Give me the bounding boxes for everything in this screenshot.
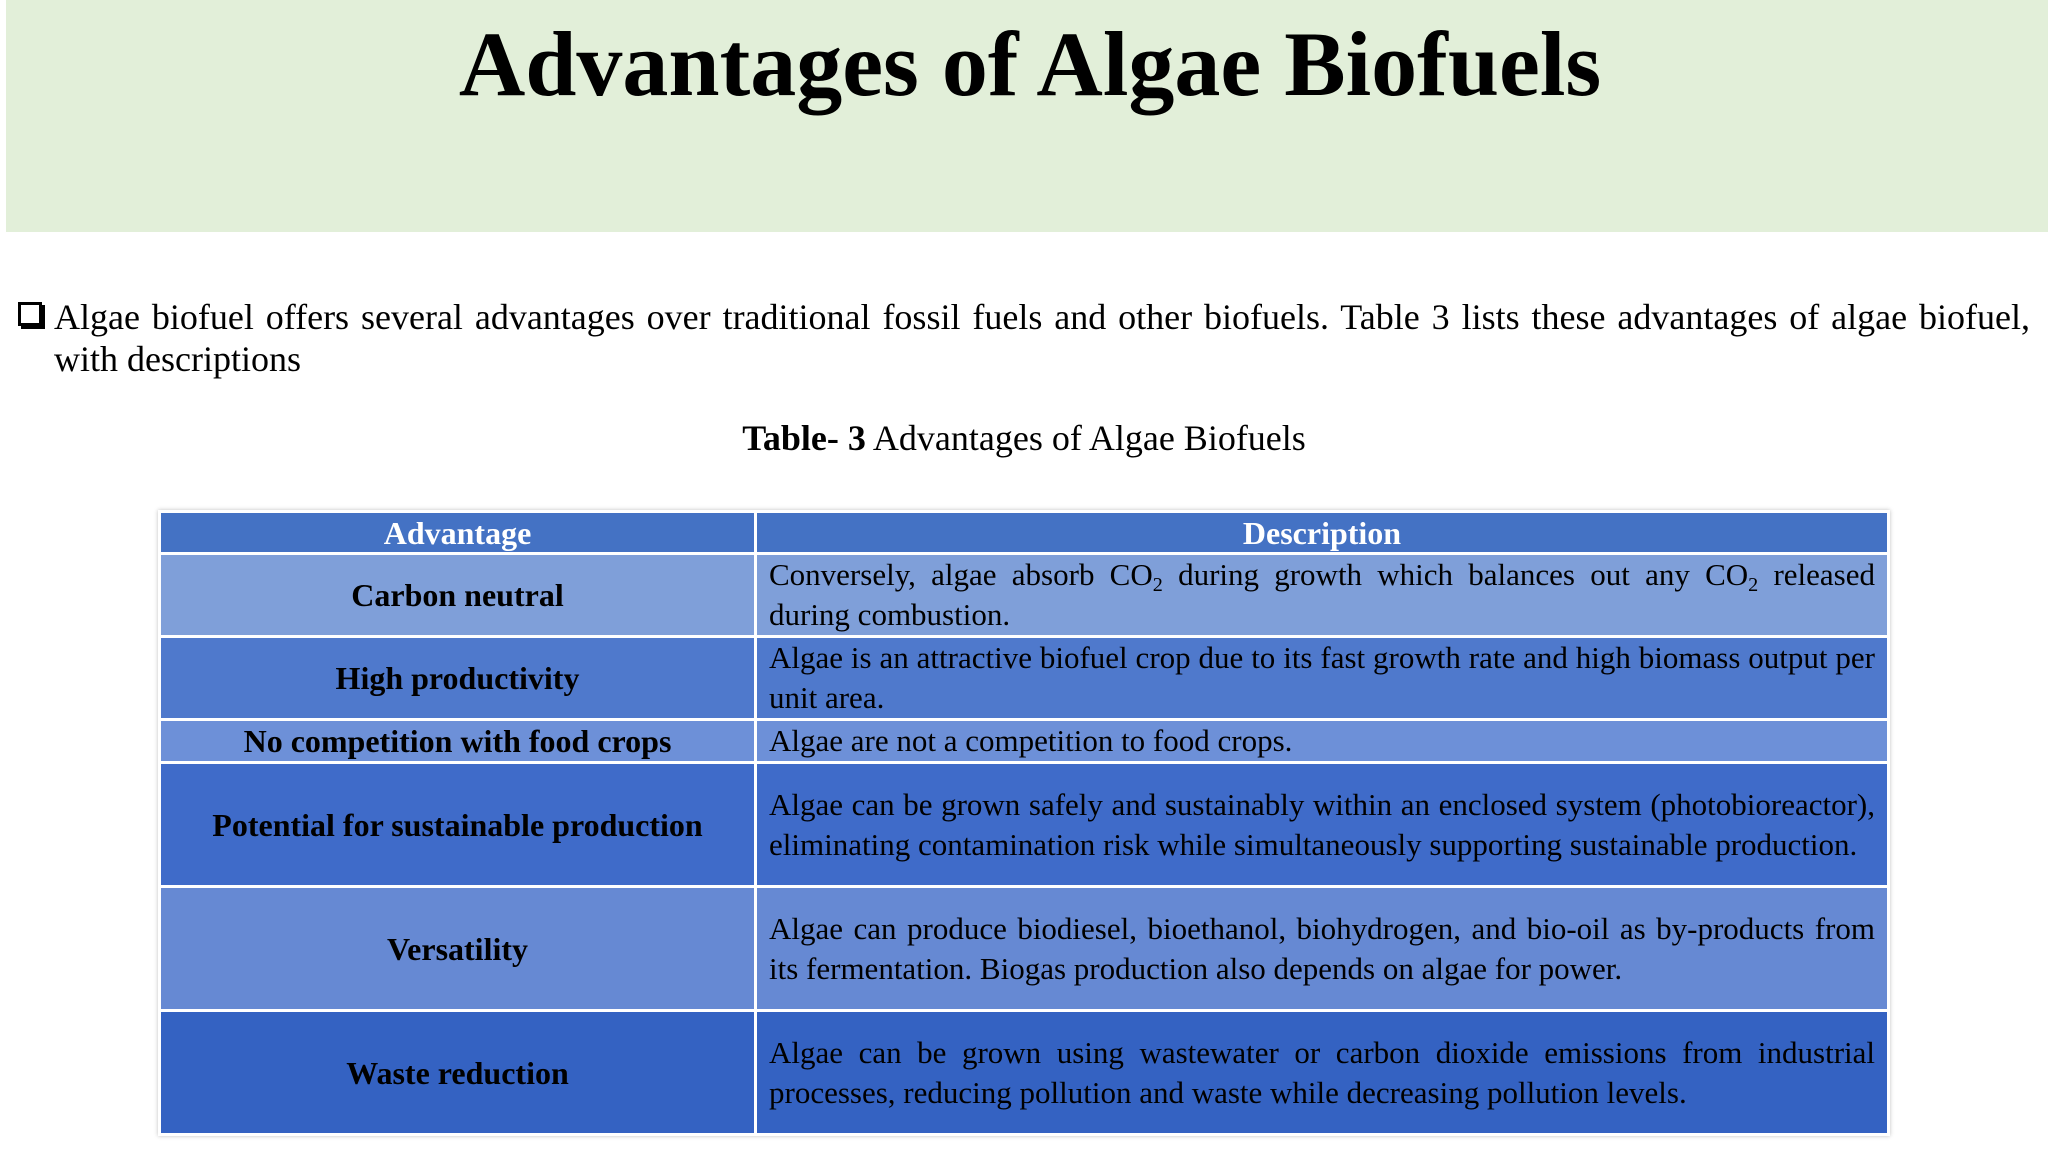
subscript: 2 bbox=[1748, 574, 1759, 597]
advantages-table bbox=[158, 510, 1890, 1136]
column-header-advantage: Advantage bbox=[160, 512, 756, 554]
table-header-row bbox=[160, 512, 1889, 554]
column-header-description: Description bbox=[756, 512, 1889, 554]
description-cell: Algae are not a competition to food crops. bbox=[756, 720, 1889, 763]
table-caption-label: Table- 3 bbox=[742, 418, 866, 458]
description-cell: Algae is an attractive biofuel crop due to its fast growth rate and high biomass output per unit area. bbox=[756, 637, 1889, 720]
description-cell: Algae can be grown safely and sustainably within an enclosed system (photobioreactor), eliminating contamination risk while simultaneously supporting sustainable production. bbox=[756, 763, 1889, 887]
advantage-cell: Carbon neutral bbox=[160, 554, 756, 637]
checkbox-bullet-icon bbox=[18, 302, 42, 326]
subscript: 2 bbox=[1152, 574, 1163, 597]
description-cell: Algae can produce biodiesel, bioethanol, biohydrogen, and bio-oil as by-products from its fermentation. Biogas production also depends on algae for power. bbox=[756, 887, 1889, 1011]
intro-paragraph bbox=[18, 296, 2030, 380]
description-text: released during combustion. bbox=[769, 557, 1875, 632]
table-row bbox=[160, 763, 1889, 887]
description-cell bbox=[756, 554, 1889, 637]
description-cell: Algae can be grown using wastewater or carbon dioxide emissions from industrial processes, reducing pollution and waste while decreasing pollution levels. bbox=[756, 1011, 1889, 1135]
advantage-cell: Potential for sustainable production bbox=[160, 763, 756, 887]
slide-title: Advantages of Algae Biofuels bbox=[458, 13, 1602, 115]
advantage-cell: Waste reduction bbox=[160, 1011, 756, 1135]
table-caption bbox=[0, 416, 2048, 460]
intro-text: Algae biofuel offers several advantages over traditional fossil fuels and other biofuels. Table 3 lists these advantages of algae biofuel, with descriptions bbox=[54, 297, 2030, 379]
table-row bbox=[160, 554, 1889, 637]
description-text: during growth which balances out any CO bbox=[1162, 557, 1749, 592]
description-text: Conversely, algae absorb CO bbox=[769, 557, 1153, 592]
table-caption-title: Advantages of Algae Biofuels bbox=[865, 418, 1306, 458]
advantages-table-container bbox=[158, 510, 1890, 1136]
table-row bbox=[160, 720, 1889, 763]
table-row bbox=[160, 637, 1889, 720]
advantage-cell: High productivity bbox=[160, 637, 756, 720]
advantage-cell: No competition with food crops bbox=[160, 720, 756, 763]
table-row bbox=[160, 1011, 1889, 1135]
advantage-cell: Versatility bbox=[160, 887, 756, 1011]
table-row bbox=[160, 887, 1889, 1011]
